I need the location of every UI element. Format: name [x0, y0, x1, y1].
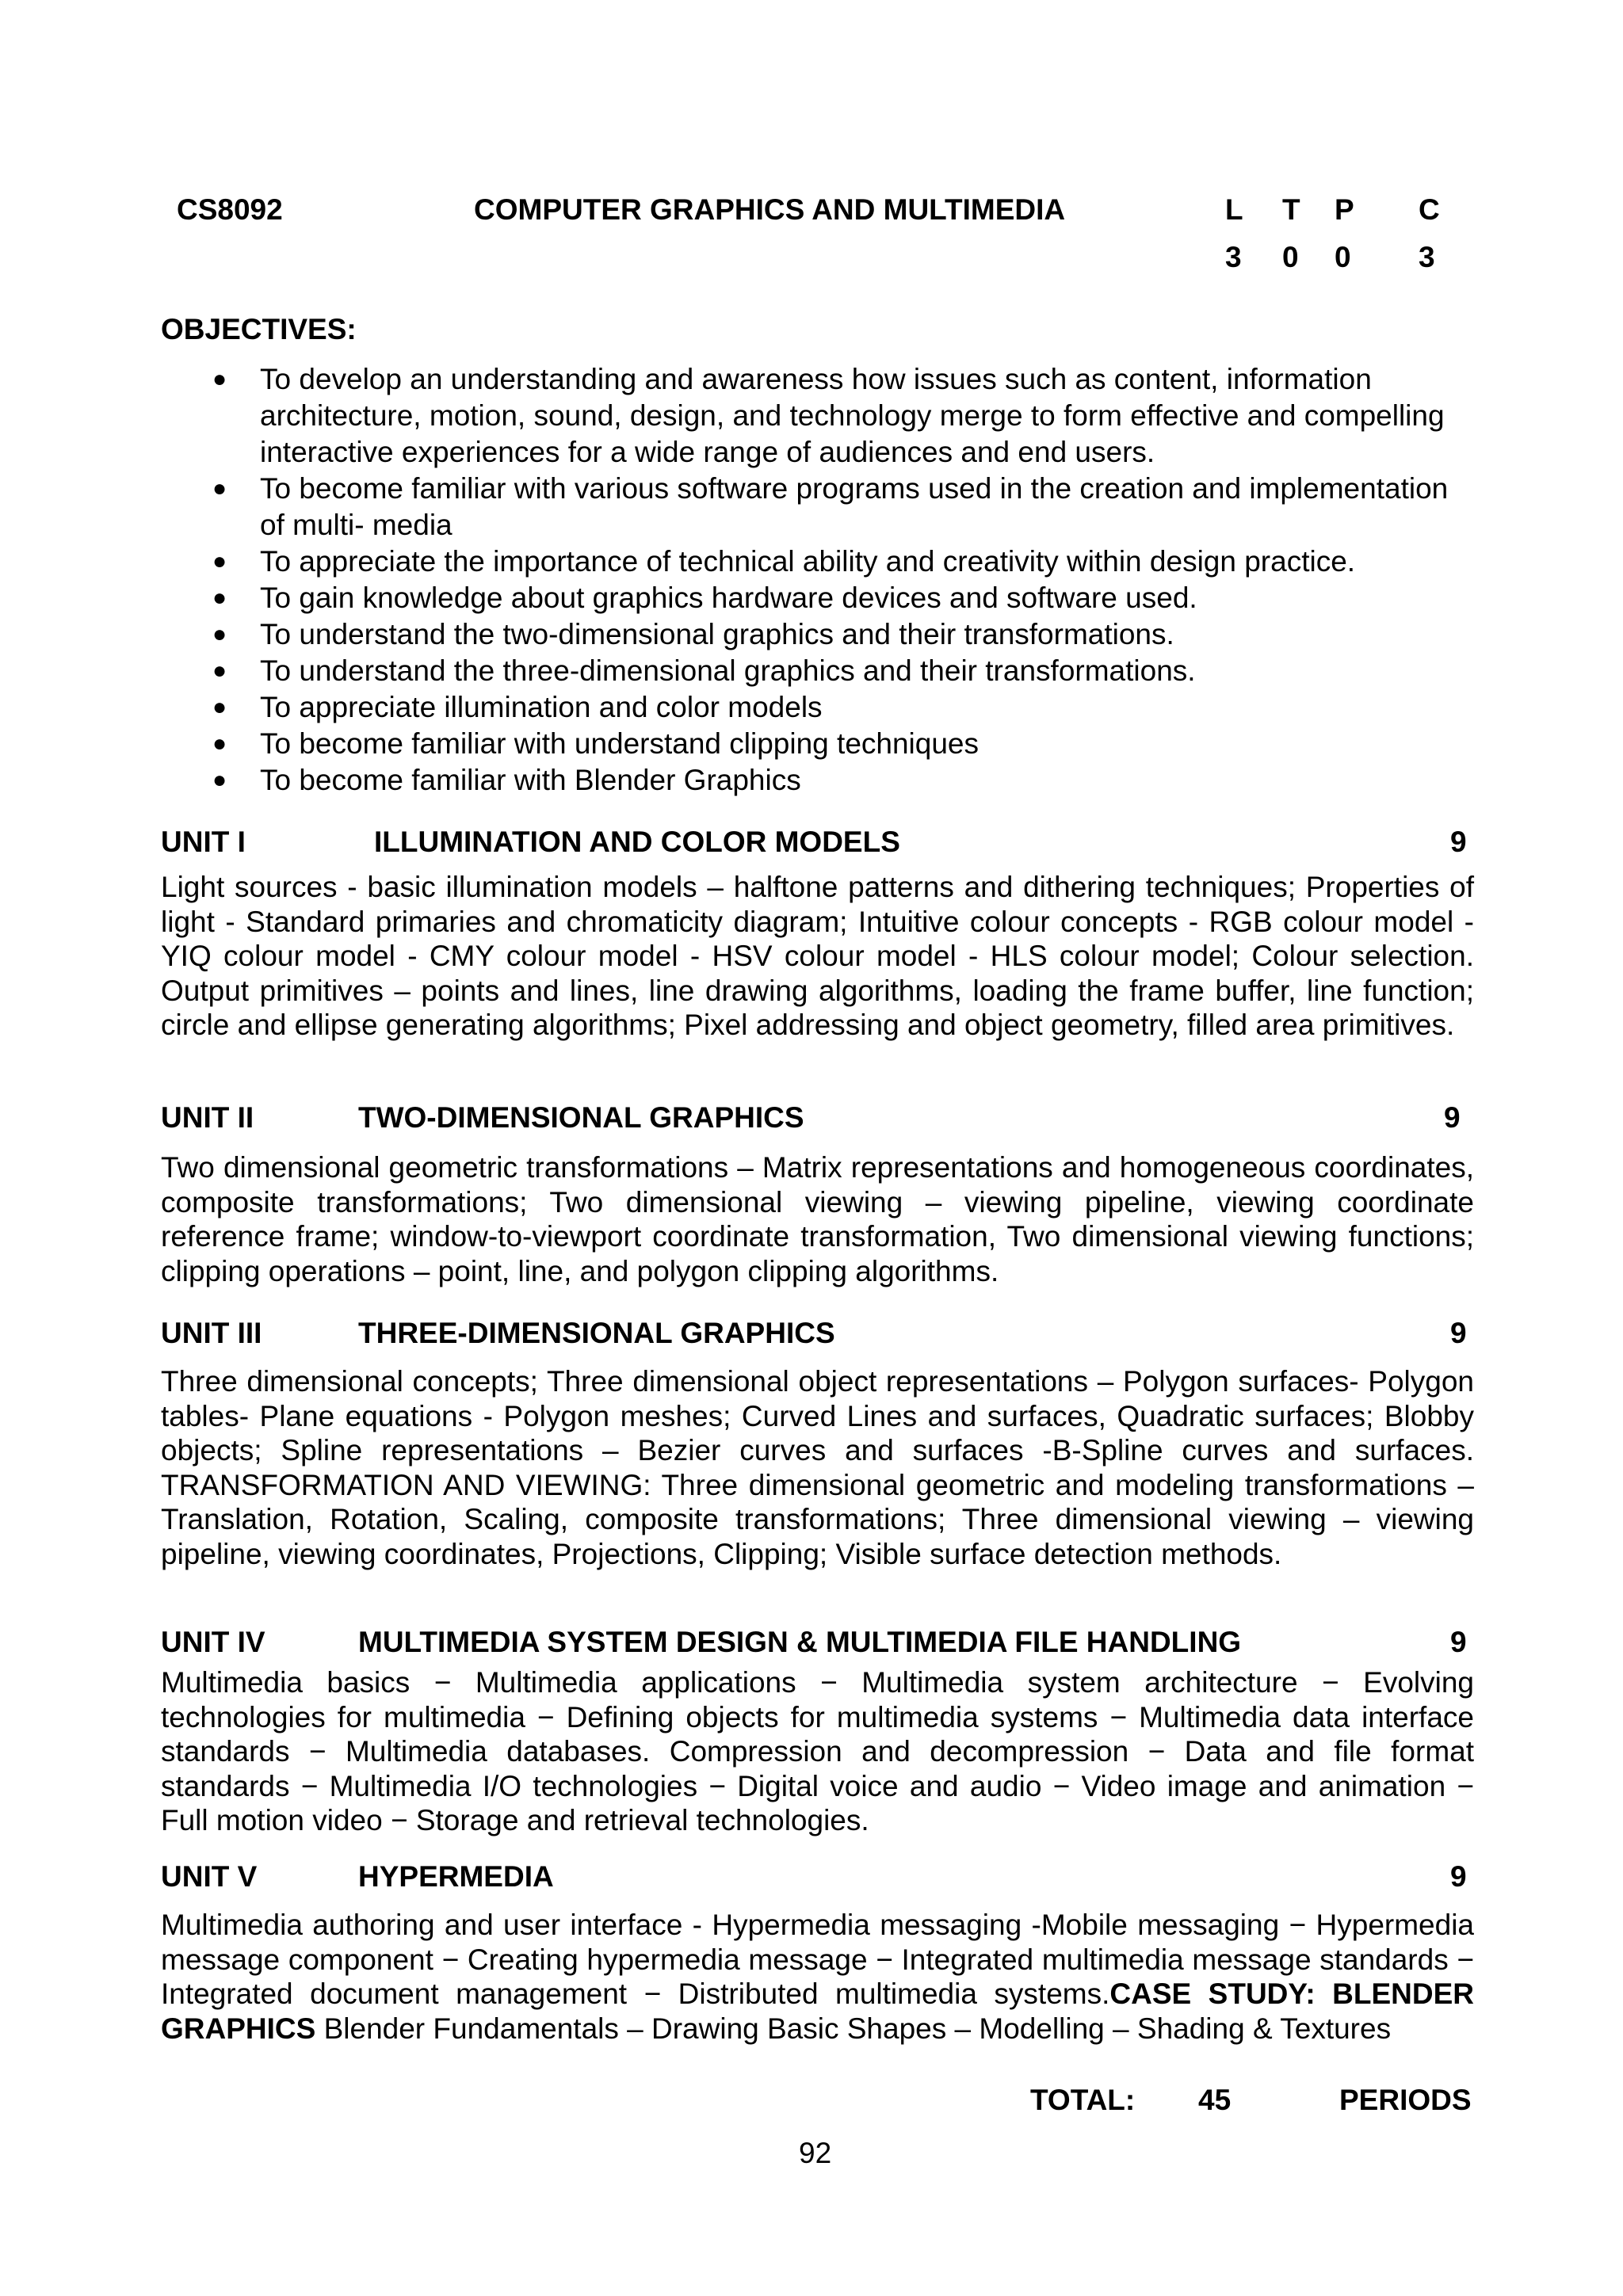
unit-2-hours: 9 — [1444, 1101, 1461, 1134]
unit-1-hours: 9 — [1450, 826, 1467, 858]
bullet-icon: ● — [212, 585, 227, 611]
ltpc-value-p: 0 — [1335, 241, 1351, 273]
case-study-text: Blender Fundamentals – Drawing Basic Shapes – Modelling – Shading & Textures — [315, 2012, 1392, 2045]
unit-1-content: Light sources - basic illumination models – halftone patterns and dithering techniques; Properties of light - Standard primaries and chromaticity diagram; Intuitive colour concepts - RGB colour model - YIQ colour model - CMY colour model - HSV colour model - HLS colour model; Colour selection. Output primitives – points and lines, line drawing algorithms, loading the frame buffer, line function; circle and ellipse generating algorithms; Pixel addressing and object geometry, filled area primitives. — [161, 871, 1474, 1041]
unit-1-title: ILLUMINATION AND COLOR MODELS — [374, 826, 900, 858]
objective-text: To develop an understanding and awareness how issues such as content, information architecture, motion, sound, design, and technology merge to form effective and compelling interactive experiences for a wide range of audiences and end users. — [260, 363, 1445, 468]
list-item — [212, 361, 1480, 471]
unit-5-title: HYPERMEDIA — [358, 1860, 554, 1893]
ltpc-label-t: T — [1282, 193, 1300, 226]
list-item — [212, 471, 1480, 543]
objective-text: To understand the two-dimensional graphics and their transformations. — [260, 618, 1174, 650]
course-code: CS8092 — [177, 193, 283, 226]
ltpc-label-c: C — [1419, 193, 1440, 226]
unit-4-hours: 9 — [1450, 1626, 1467, 1658]
unit-5-hours: 9 — [1450, 1860, 1467, 1893]
total-label: TOTAL: — [1030, 2084, 1136, 2116]
objective-text: To appreciate the importance of technical ability and creativity within design practice. — [260, 545, 1356, 578]
unit-3-label: UNIT III — [161, 1317, 262, 1349]
unit-2-title: TWO-DIMENSIONAL GRAPHICS — [358, 1101, 804, 1134]
objective-text: To become familiar with Blender Graphics — [260, 764, 801, 796]
ltpc-value-t: 0 — [1282, 241, 1299, 273]
unit-1-label: UNIT I — [161, 826, 246, 858]
unit-5-text: Multimedia authoring and user interface - Hypermedia messaging -Mobile messaging − Hypermedia message component − Creating hypermedia message − Integrated multimedia message standards − Integrated document management − Distributed multimedia systems. — [161, 1909, 1474, 2010]
list-item — [212, 653, 1480, 689]
unit-4-content: Multimedia basics − Multimedia applications − Multimedia system architecture − Evolving technologies for multimedia − Defining objects for multimedia systems − Multimedia data interface standards − Multimedia databases. Compression and decompression − Data and file format standards − Multimedia I/O technologies − Digital voice and audio − Video image and animation − Full motion video − Storage and retrieval technologies. — [161, 1666, 1474, 1836]
unit-2-content: Two dimensional geometric transformations – Matrix representations and homogeneous coordinates, composite transformations; Two dimensional viewing – viewing pipeline, viewing coordinate reference frame; window-to-viewport coordinate transformation, Two dimensional viewing functions; clipping operations – point, line, and polygon clipping algorithms. — [161, 1151, 1474, 1287]
list-item — [212, 543, 1480, 580]
total-value: 45 — [1198, 2084, 1232, 2116]
objectives-heading: OBJECTIVES: — [161, 313, 357, 345]
list-item — [212, 580, 1480, 616]
objective-text: To become familiar with understand clipping techniques — [260, 727, 980, 760]
objectives-list — [212, 361, 1480, 799]
objective-text: To appreciate illumination and color models — [260, 691, 823, 723]
unit-3-content: Three dimensional concepts; Three dimensional object representations – Polygon surfaces- Polygon tables- Plane equations - Polygon meshes; Curved Lines and surfaces, Quadratic surfaces; Blobby objects; Spline representations – Bezier curves and surfaces -B-Spline curves and surfaces. TRANSFORMATION AND VIEWING: Three dimensional geometric and modeling transformations – Translation, Rotation, Scaling, composite transformations; Three dimensional viewing – viewing pipeline, viewing coordinates, Projections, Clipping; Visible surface detection methods. — [161, 1365, 1474, 1570]
ltpc-value-l: 3 — [1225, 241, 1242, 273]
ltpc-value-c: 3 — [1419, 241, 1435, 273]
unit-4-label: UNIT IV — [161, 1626, 265, 1658]
bullet-icon: ● — [212, 767, 227, 793]
list-item — [212, 762, 1480, 799]
unit-5-content — [161, 1908, 1474, 2046]
objective-text: To gain knowledge about graphics hardware devices and software used. — [260, 582, 1197, 614]
case-study-heading: CASE STUDY: BLENDER GRAPHICS — [161, 1978, 1474, 2045]
ltpc-label-l: L — [1225, 193, 1243, 226]
bullet-icon: ● — [212, 621, 227, 647]
bullet-icon: ● — [212, 694, 227, 720]
unit-4-title: MULTIMEDIA SYSTEM DESIGN & MULTIMEDIA FILE HANDLING — [358, 1626, 1242, 1658]
page-number: 92 — [799, 2137, 832, 2169]
unit-2-label: UNIT II — [161, 1101, 254, 1134]
total-unit: PERIODS — [1339, 2084, 1472, 2116]
bullet-icon: ● — [212, 548, 227, 574]
list-item — [212, 726, 1480, 762]
course-title: COMPUTER GRAPHICS AND MULTIMEDIA — [474, 193, 1066, 226]
unit-5-label: UNIT V — [161, 1860, 258, 1893]
bullet-icon: ● — [212, 366, 227, 392]
bullet-icon: ● — [212, 475, 227, 502]
unit-3-hours: 9 — [1450, 1317, 1467, 1349]
objective-text: To understand the three-dimensional graphics and their transformations. — [260, 654, 1196, 687]
bullet-icon: ● — [212, 730, 227, 757]
list-item — [212, 616, 1480, 653]
objective-text: To become familiar with various software programs used in the creation and implementation of multi- media — [260, 472, 1449, 541]
ltpc-label-p: P — [1335, 193, 1354, 226]
list-item — [212, 689, 1480, 726]
unit-3-title: THREE-DIMENSIONAL GRAPHICS — [358, 1317, 835, 1349]
bullet-icon: ● — [212, 658, 227, 684]
